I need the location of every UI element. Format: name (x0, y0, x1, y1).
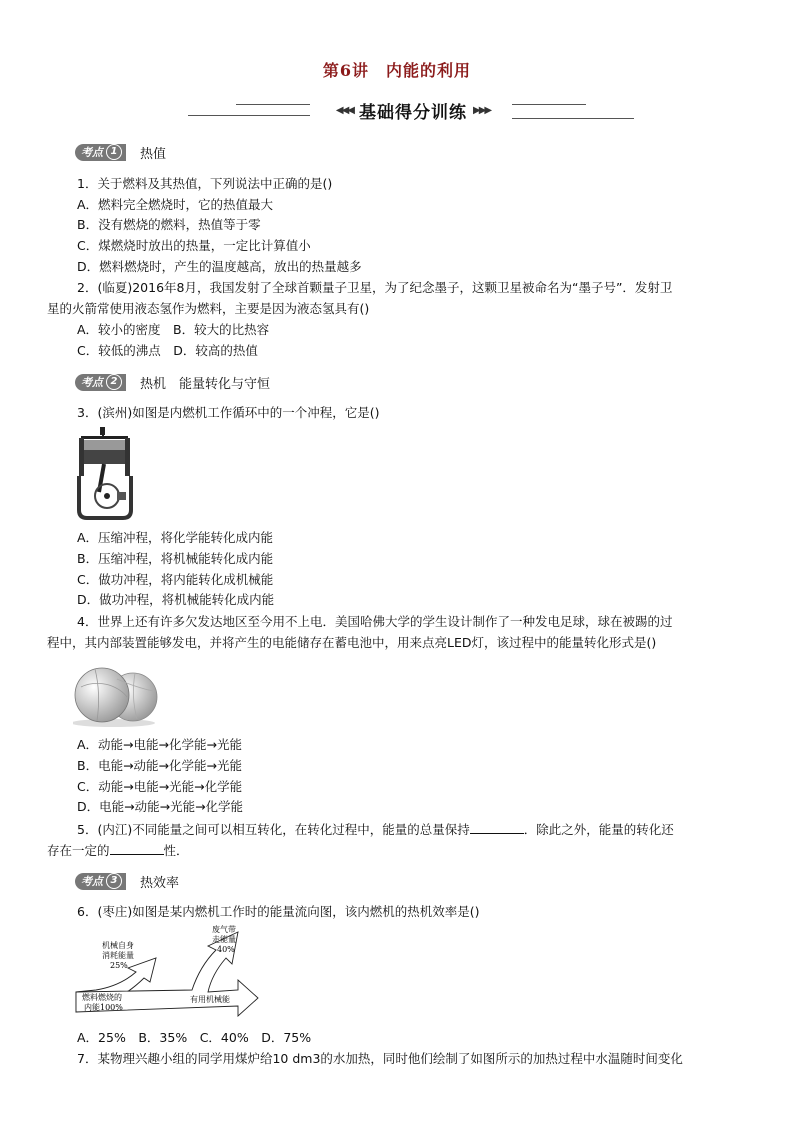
soccer-balls-figure (73, 657, 161, 727)
q4-stem-line2: 程中，其内部装置能够发电，并将产生的电能储存在蓄电池中，用来点亮LED灯，该过程中的能量转化形式是() (47, 635, 657, 650)
chevron-left-icon: ◀◀◀ (335, 104, 353, 116)
q6-stem: 6．(枣庄)如图是某内燃机工作时的能量流向图，该内燃机的热机效率是() (77, 904, 480, 919)
q1-option-c: C．煤燃烧时放出的热量，一定比计算值小 (77, 238, 311, 253)
diagram-exhaust-label-2: 走能量 (212, 935, 236, 944)
q2-options-row2: C．较低的沸点 D．较高的热值 (77, 343, 258, 358)
diagram-loss-label-2: 消耗能量 (102, 951, 134, 960)
banner-rule-right (512, 118, 634, 119)
section-label: 热效率 (140, 875, 180, 891)
section-banner (318, 98, 508, 122)
q5-line1 (77, 819, 674, 840)
q1-option-d: D．燃料燃烧时，产生的温度越高，放出的热量越多 (77, 259, 362, 274)
section-heading-2 (75, 372, 270, 392)
q1-option-a: A．燃料完全燃烧时，它的热值最大 (77, 197, 274, 212)
banner-rule-right-top (512, 104, 586, 105)
section-label: 热机 能量转化与守恒 (140, 376, 271, 392)
section-badge: 考点 1 (75, 144, 126, 161)
section-label: 热值 (140, 146, 167, 162)
q5-line2 (47, 840, 189, 861)
q1-option-b: B．没有燃烧的燃料，热值等于零 (77, 217, 261, 232)
diagram-useful-label: 有用机械能 (190, 995, 230, 1004)
q4-option-d: D．电能→动能→光能→化学能 (77, 799, 244, 814)
q7-stem: 7．某物理兴趣小组的同学用煤炉给10 dm3的水加热，同时他们绘制了如图所示的加热过程中水温随时间变化 (77, 1051, 683, 1066)
q5-answer-blank-1[interactable] (470, 819, 524, 834)
q5-text-part2: ．除此之外，能量的转化还 (523, 822, 674, 837)
q4-stem-line1: 4．世界上还有许多欠发达地区至今用不上电．美国哈佛大学的学生设计制作了一种发电足球，球在被踢的过 (77, 614, 673, 629)
section-badge: 考点 3 (75, 873, 126, 890)
q4-option-c: C．动能→电能→光能→化学能 (77, 779, 243, 794)
q5-text-part3: 存在一定的 (47, 843, 110, 858)
q3-option-d: D．做功冲程，将机械能转化成内能 (77, 592, 275, 607)
q5-text-part4: 性． (163, 843, 189, 858)
diagram-loss-label-1: 机械自身 (102, 941, 134, 950)
page-title: 第6讲 内能的利用 (322, 61, 472, 80)
q2-stem-line2: 星的火箭常使用液态氢作为燃料，主要是因为液态氢具有() (47, 301, 370, 316)
q4-option-a: A．动能→电能→化学能→光能 (77, 737, 242, 752)
section-badge: 考点 2 (75, 374, 126, 391)
diagram-input-label-2: 内能100% (84, 1003, 123, 1012)
q5-text-part1: 5．(内江)不同能量之间可以相互转化，在转化过程中，能量的总量保持 (77, 822, 470, 837)
q3-option-a: A．压缩冲程，将化学能转化成内能 (77, 530, 274, 545)
q3-stem: 3．(滨州)如图是内燃机工作循环中的一个冲程，它是() (77, 405, 380, 420)
q1-stem: 1．关于燃料及其热值，下列说法中正确的是() (77, 176, 333, 191)
diagram-exhaust-label-1: 废气带 (212, 925, 236, 934)
energy-flow-diagram (72, 920, 262, 1024)
q6-options: A．25% B．35% C．40% D．75% (77, 1030, 312, 1045)
diagram-loss-label-3: 25% (110, 961, 128, 970)
diagram-exhaust-label-3: 40% (217, 945, 235, 954)
q2-options-row1: A．较小的密度 B．较大的比热容 (77, 322, 270, 337)
q4-option-b: B．电能→动能→化学能→光能 (77, 758, 242, 773)
banner-rule-left-top (236, 104, 310, 105)
q2-stem-line1: 2．(临夏)2016年8月，我国发射了全球首颗量子卫星，为了纪念墨子，这颗卫星被命名为“墨子号”．发射卫 (77, 280, 673, 295)
q3-option-b: B．压缩冲程，将机械能转化成内能 (77, 551, 274, 566)
diagram-input-label-1: 燃料燃烧的 (82, 993, 122, 1002)
chevron-right-icon: ▶▶▶ (473, 104, 491, 116)
section-heading-3 (75, 871, 179, 891)
q3-option-c: C．做功冲程，将内能转化成机械能 (77, 572, 274, 587)
q5-answer-blank-2[interactable] (110, 840, 164, 855)
banner-text: 基础得分训练 (359, 102, 467, 123)
section-heading-1 (75, 142, 166, 162)
engine-cylinder-figure (73, 426, 137, 520)
banner-rule-left (188, 115, 310, 116)
